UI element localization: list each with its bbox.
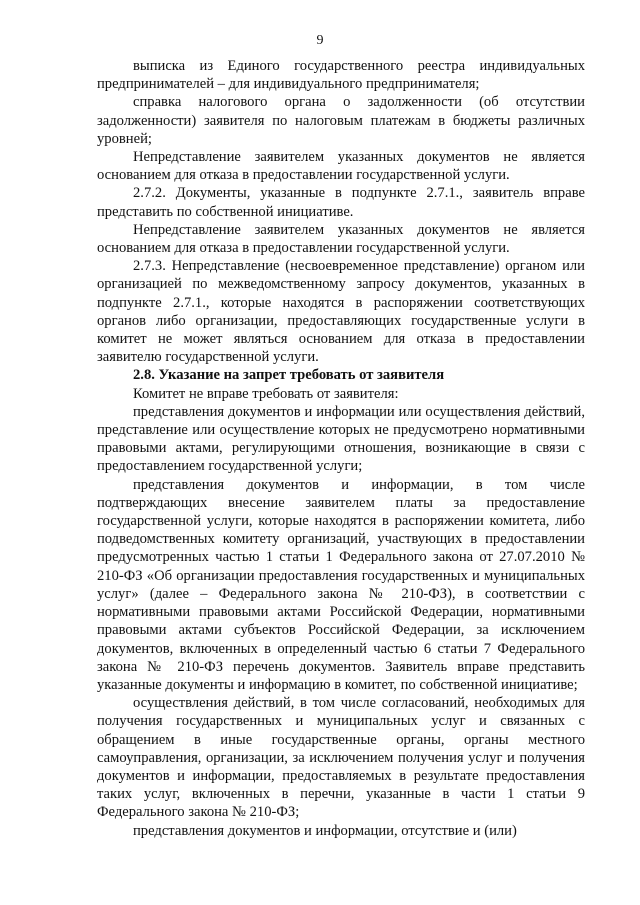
paragraph: Непредставление заявителем указанных документов не является основанием для отказа в предоставлении государственной услуги. xyxy=(97,221,585,257)
section-paragraph: представления документов и информации или осуществления действий, представление или осуществление которых не предусмотрено нормативными правовыми актами, регулирующими отношения, возникающие в связи с предоставлением государственной услуги; xyxy=(97,403,585,475)
section-paragraph: представления документов и информации, в том числе подтверждающих внесение заявителем платы за предоставление государственной услуги, которые находятся в распоряжении комитета, либо подведомственных комитету организаций, участвующих в предоставлении предусмотренных частью 1 статьи 1 Федерального закона от 27.07.2010 № 210-ФЗ «Об организации предоставления государственных и муниципальных услуг» (далее – Федерального закона № 210-ФЗ), в соответствии с нормативными правовыми актами Российской Федерации, нормативными правовыми актами субъектов Российской Федерации, за исключением документов, включенных в определенный частью 6 статьи 7 Федерального закона № 210-ФЗ перечень документов. Заявитель вправе представить указанные документы и информацию в комитет, по собственной инициативе; xyxy=(97,476,585,693)
paragraph: справка налогового органа о задолженности (об отсутствии задолженности) заявителя по налоговым платежам в бюджеты различных уровней; xyxy=(97,94,585,147)
document-body xyxy=(97,57,585,840)
paragraph: 2.7.2. Документы, указанные в подпункте 2.7.1., заявитель вправе представить по собственной инициативе. xyxy=(97,185,585,220)
paragraph: выписка из Единого государственного реестра индивидуальных предпринимателей – для индивидуального предпринимателя; xyxy=(97,58,585,93)
section-paragraph: представления документов и информации, отсутствие и (или) xyxy=(133,822,517,839)
section-paragraph: осуществления действий, в том числе согласований, необходимых для получения государственных и муниципальных услуг и связанных с обращением в иные государственные органы, органы местного самоуправления, организации, за исключением получения услуг и получения документов и информации, предоставляемых в результате предоставления таких услуг, включенных в перечни, указанные в части 1 статьи 9 Федерального закона № 210-ФЗ; xyxy=(97,695,585,821)
section-heading: 2.8. Указание на запрет требовать от заявителя xyxy=(133,367,445,384)
paragraph: 2.7.3. Непредставление (несвоевременное представление) органом или организацией по межведомственному запросу документов, указанных в подпункте 2.7.1., которые находятся в распоряжении соответствующих органов либо организации, предоставляющих государственные услуги в комитет не может являться основанием для отказа в предоставлении заявителю государственной услуги. xyxy=(97,258,585,366)
page-number: 9 xyxy=(316,33,324,48)
section-paragraph: Комитет не вправе требовать от заявителя: xyxy=(133,385,399,402)
paragraph: Непредставление заявителем указанных документов не является основанием для отказа в предоставлении государственной услуги. xyxy=(97,149,585,184)
